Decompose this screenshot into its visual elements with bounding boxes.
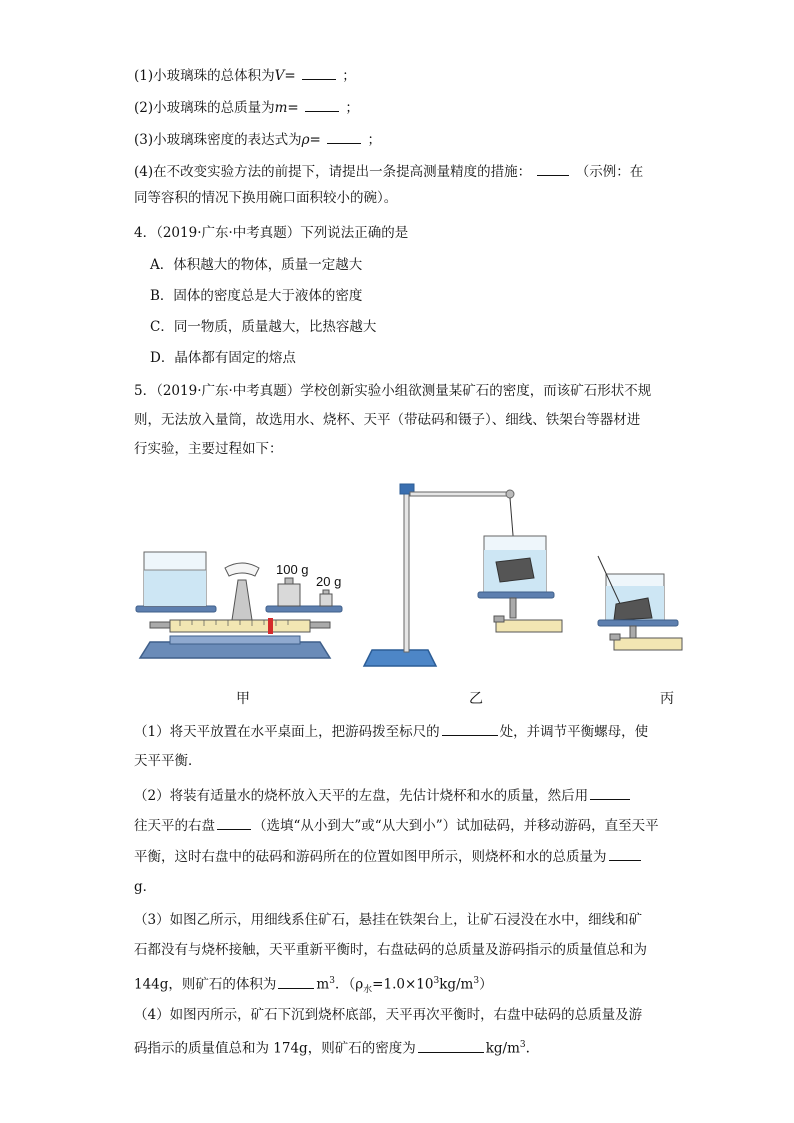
answer-blank[interactable]: [302, 66, 336, 80]
q3-item1: (1)小玻璃珠的总体积为V= ；: [134, 68, 356, 84]
answer-blank[interactable]: [217, 816, 251, 830]
rider-marker: [268, 618, 273, 634]
iron-stand-yi: [364, 484, 562, 666]
answer-blank[interactable]: [418, 1039, 484, 1053]
q5-part4-line1: （4）如图丙所示，矿石下沉到烧杯底部，天平再次平衡时，右盘中砝码的总质量及游: [134, 1007, 643, 1023]
weight-label-100g: 100 g: [276, 562, 309, 577]
q5-part1-line1: （1）将天平放置在水平桌面上，把游码拨至标尺的 处，并调节平衡螺母，使: [134, 724, 649, 740]
answer-blank[interactable]: [305, 98, 339, 112]
q4-option-a[interactable]: A．体积越大的物体，质量一定越大: [150, 257, 363, 273]
q5-part2-line3: 平衡，这时右盘中的砝码和游码所在的位置如图甲所示，则烧杯和水的总质量为: [134, 847, 643, 866]
q5-stem-line1: 5．（2019·广东·中考真题）学校创新实验小组欲测量某矿石的密度，而该矿石形状不规: [134, 383, 652, 399]
balance-jia: [136, 552, 342, 658]
beaker-bing: [598, 556, 682, 650]
q5-part3-line1: （3）如图乙所示，用细线系住矿石，悬挂在铁架台上，让矿石浸没在水中，细线和矿: [134, 912, 643, 928]
figure-label-jia: 甲: [236, 691, 250, 707]
answer-blank[interactable]: [537, 162, 569, 176]
figure-label-bing: 丙: [660, 691, 674, 707]
q5-stem-line2: 则，无法放入量筒，故选用水、烧杯、天平（带砝码和镊子）、细线、铁架台等器材进: [134, 412, 641, 428]
q5-part3-line2: 石都没有与烧杯接触，天平重新平衡时，右盘砝码的总质量及游码指示的质量值总和为: [134, 942, 647, 958]
experiment-figure: [0, 470, 794, 700]
q5-part4-line2: 码指示的质量值总和为 174g，则矿石的密度为 $kg/m^3$.: [134, 1040, 530, 1057]
q3-item4: (4)在不改变实验方法的前提下，请提出一条提高测量精度的措施： （示例：在: [134, 164, 644, 180]
q5-part2-line4: g．: [134, 879, 157, 895]
q5-part2-line1: （2）将装有适量水的烧杯放入天平的左盘，先估计烧杯和水的质量，然后用: [134, 786, 632, 805]
q4-option-c[interactable]: C．同一物质，质量越大，比热容越大: [150, 319, 377, 335]
q5-part2-line2: 往天平的右盘 （选填“从小到大”或“从大到小”）试加砝码，并移动游码，直至天平: [134, 818, 659, 834]
q3-item4-cont: 同等容积的情况下换用碗口面积较小的碗）。: [134, 190, 398, 206]
q3-item3: (3)小玻璃珠密度的表达式为ρ= ；: [134, 132, 381, 148]
q4-stem: 4．（2019·广东·中考真题）下列说法正确的是: [134, 225, 409, 241]
q5-stem-line3: 行实验，主要过程如下：: [134, 441, 283, 457]
answer-blank[interactable]: [327, 130, 361, 144]
q3-item2: (2)小玻璃珠的总质量为m= ；: [134, 100, 359, 116]
q5-part3-line3: 144g，则矿石的体积为 $m^3$．$(\rho_水=1.0\times 10^3kg/m^3)$: [134, 976, 493, 996]
answer-blank[interactable]: [609, 847, 641, 861]
answer-blank[interactable]: [442, 722, 498, 736]
answer-blank[interactable]: [590, 786, 630, 800]
q5-part1-line2: 天平平衡．: [134, 753, 202, 769]
q4-option-d[interactable]: D．晶体都有固定的熔点: [150, 350, 296, 366]
q4-option-b[interactable]: B．固体的密度总是大于液体的密度: [150, 288, 363, 304]
weight-label-20g: 20 g: [316, 574, 342, 589]
figure-label-yi: 乙: [469, 691, 483, 707]
answer-blank[interactable]: [278, 975, 314, 989]
